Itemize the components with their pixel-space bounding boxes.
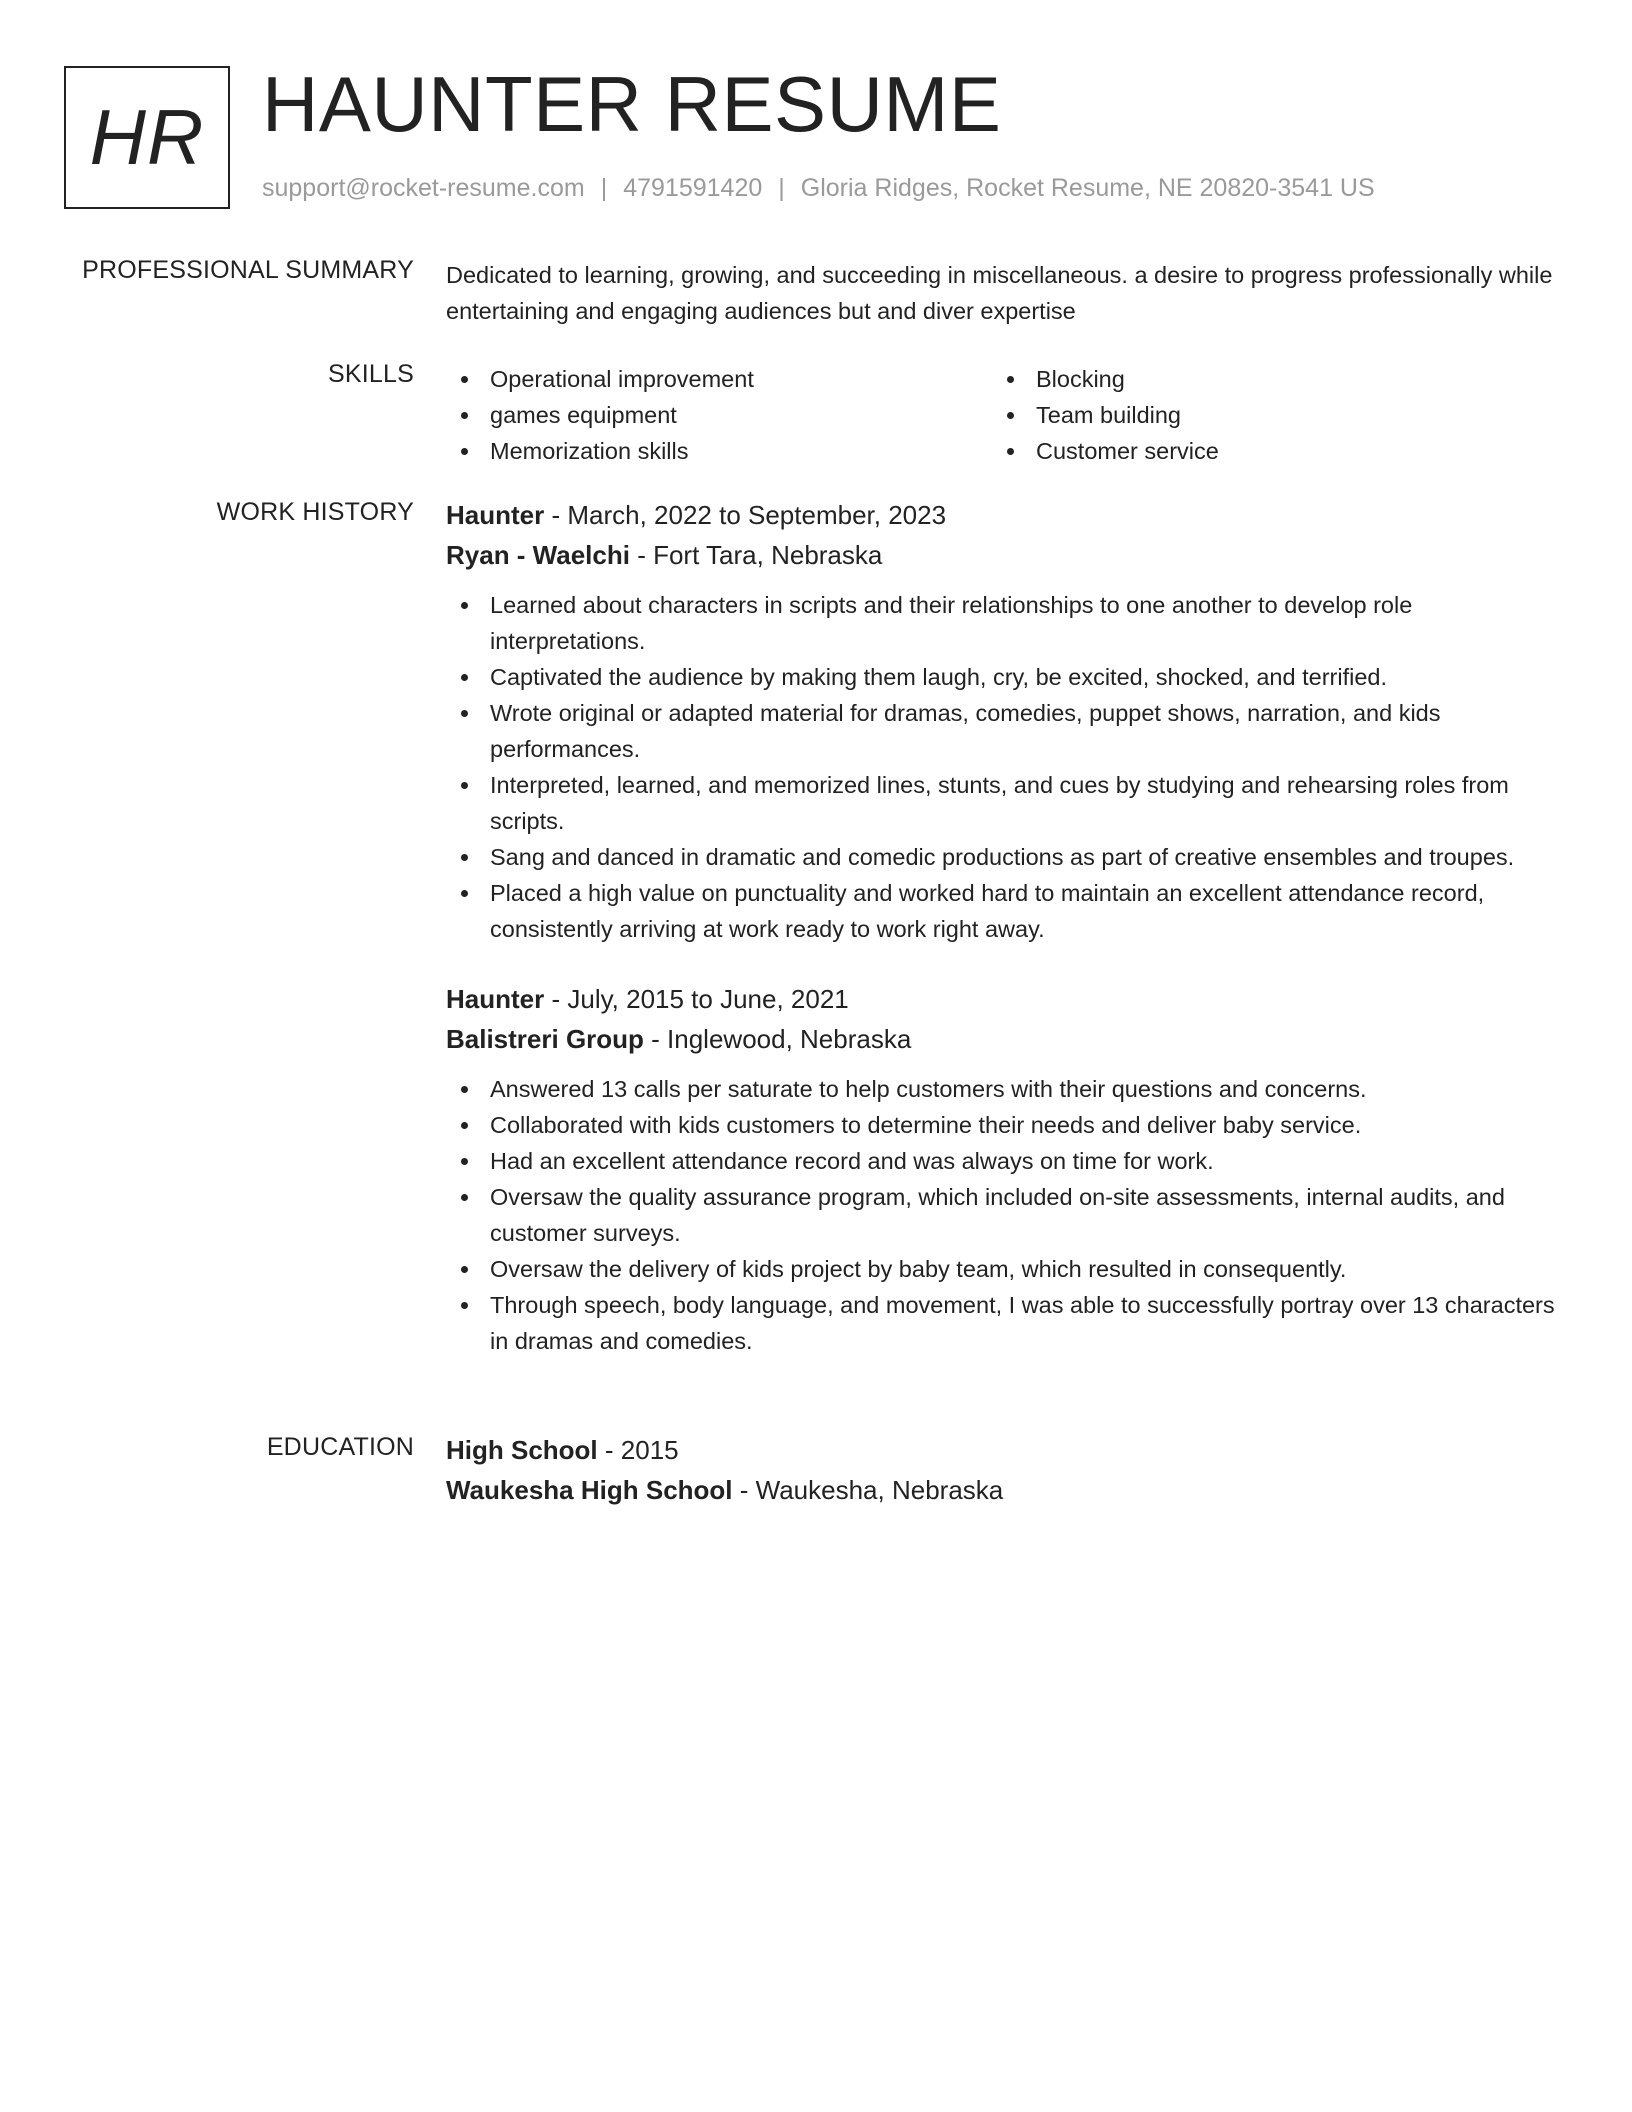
education-school-line	[446, 1472, 1562, 1508]
job-location: - Fort Tara, Nebraska	[629, 540, 883, 570]
skill-item: Blocking	[992, 361, 1538, 397]
job-company-line	[446, 1021, 1562, 1057]
job-duties	[446, 1071, 1562, 1359]
section-label-education: EDUCATION	[266, 1433, 414, 1461]
job-location: - Inglewood, Nebraska	[643, 1024, 912, 1054]
skills-column-right	[992, 361, 1538, 469]
contact-line	[262, 174, 1375, 203]
education-degree: High School	[446, 1435, 598, 1465]
job-company-line	[446, 537, 1562, 573]
duty-item: Placed a high value on punctuality and worked hard to maintain an excellent attendance record, consistently arriving at work ready to work right away.	[446, 875, 1562, 947]
skill-item: games equipment	[446, 397, 992, 433]
job-title-line	[446, 497, 1562, 533]
skill-item: Memorization skills	[446, 433, 992, 469]
section-label-work-history: WORK HISTORY	[216, 498, 414, 526]
contact-separator: |	[600, 174, 608, 202]
job-duties	[446, 587, 1562, 947]
skills-list	[446, 361, 1562, 469]
duty-item: Oversaw the quality assurance program, which included on-site assessments, internal audits, and customer surveys.	[446, 1179, 1562, 1251]
job-title-line	[446, 981, 1562, 1017]
duty-item: Sang and danced in dramatic and comedic productions as part of creative ensembles and troupes.	[446, 839, 1562, 875]
section-label-summary: PROFESSIONAL SUMMARY	[82, 256, 414, 284]
duty-item: Answered 13 calls per saturate to help customers with their questions and concerns.	[446, 1071, 1562, 1107]
duty-item: Had an excellent attendance record and was always on time for work.	[446, 1143, 1562, 1179]
job-title: Haunter	[446, 500, 545, 530]
contact-phone[interactable]: 4791591420	[623, 174, 763, 202]
job-dates: - March, 2022 to September, 2023	[544, 500, 947, 530]
skill-item: Customer service	[992, 433, 1538, 469]
education-entry	[446, 1432, 1562, 1508]
duty-item: Oversaw the delivery of kids project by baby team, which resulted in consequently.	[446, 1251, 1562, 1287]
duty-item: Through speech, body language, and movement, I was able to successfully portray over 13 characters in dramas and comedies.	[446, 1287, 1562, 1359]
job-title: Haunter	[446, 984, 545, 1014]
summary-text: Dedicated to learning, growing, and succeeding in miscellaneous. a desire to progress professionally while entertaining and engaging audiences but and diver expertise	[446, 262, 1553, 324]
section-label-skills: SKILLS	[328, 360, 414, 388]
skill-item: Operational improvement	[446, 361, 992, 397]
job-dates: - July, 2015 to June, 2021	[544, 984, 849, 1014]
job-entry	[446, 981, 1562, 1359]
duty-item: Collaborated with kids customers to determine their needs and deliver baby service.	[446, 1107, 1562, 1143]
education-degree-line	[446, 1432, 1562, 1468]
job-company: Ryan - Waelchi	[446, 540, 630, 570]
duty-item: Wrote original or adapted material for dramas, comedies, puppet shows, narration, and kids performances.	[446, 695, 1562, 767]
contact-address: Gloria Ridges, Rocket Resume, NE 20820-3541 US	[800, 174, 1375, 202]
job-entry	[446, 497, 1562, 947]
resume-header	[64, 60, 1584, 210]
duty-item: Captivated the audience by making them laugh, cry, be excited, shocked, and terrified.	[446, 659, 1562, 695]
education-year: - 2015	[597, 1435, 679, 1465]
candidate-name: HAUNTER RESUME	[262, 60, 1002, 148]
education-location: - Waukesha, Nebraska	[732, 1475, 1004, 1505]
monogram-logo: HR	[64, 66, 230, 209]
job-company: Balistreri Group	[446, 1024, 644, 1054]
contact-email[interactable]: support@rocket-resume.com	[262, 174, 585, 202]
education-school: Waukesha High School	[446, 1475, 733, 1505]
work-history-list	[446, 497, 1562, 1359]
skills-column-left	[446, 361, 992, 469]
duty-item: Learned about characters in scripts and their relationships to one another to develop role interpretations.	[446, 587, 1562, 659]
contact-separator: |	[778, 174, 785, 202]
skill-item: Team building	[992, 397, 1538, 433]
duty-item: Interpreted, learned, and memorized lines, stunts, and cues by studying and rehearsing roles from scripts.	[446, 767, 1562, 839]
